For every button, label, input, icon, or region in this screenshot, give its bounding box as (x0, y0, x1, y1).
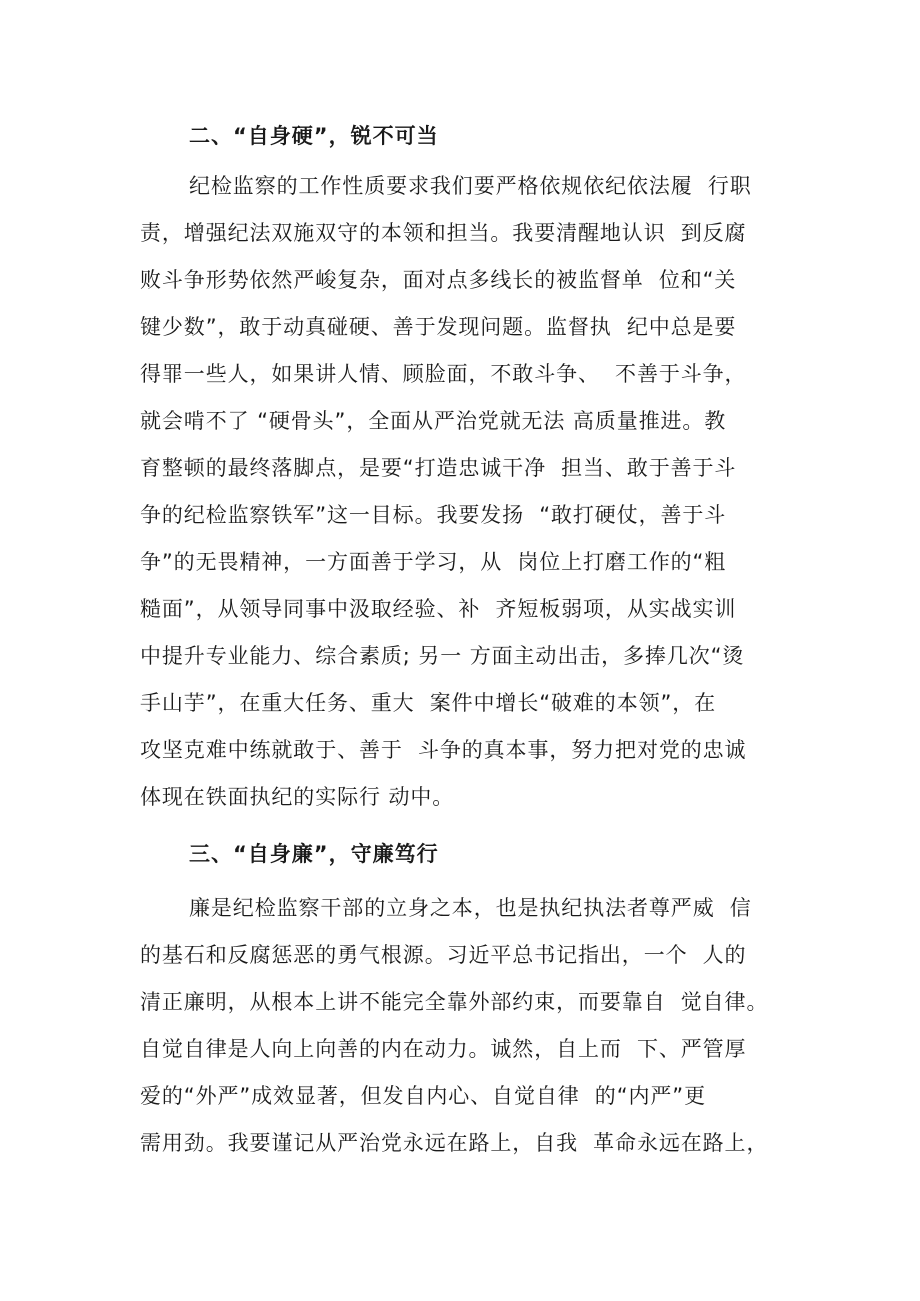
paragraph-line: 清正廉明，从根本上讲不能完全靠外部约束，而要靠自 觉自律。 (140, 990, 769, 1014)
paragraph-line: 争”的无畏精神，一方面善于学习，从 岗位上打磨工作的“粗 (140, 550, 727, 574)
paragraph-line: 就会啃不了 “硬骨头”，全面从严治党就无法 高质量推进。教 (140, 409, 727, 433)
paragraph-line: 手山芋”，在重大任务、重大 案件中增长“破难的本领”，在 (140, 691, 717, 715)
paragraph-line: 爱的“外严”成效显著，但发自内心、自觉自律 的“内严”更 (140, 1084, 706, 1108)
paragraph-line: 纪检监察的工作性质要求我们要严格依规依纪依法履 行职 (189, 174, 752, 198)
section-3-heading: 三、“自身廉”，守廉笃行 (189, 842, 439, 866)
paragraph-line: 自觉自律是人向上向善的内在动力。诚然，自上而 下、严管厚 (140, 1037, 747, 1061)
paragraph-line: 需用劲。我要谨记从严治党永远在路上，自我 革命永远在路上， (140, 1131, 769, 1155)
paragraph-line: 糙面”，从领导同事中汲取经验、补 齐短板弱项，从实战实训 (140, 597, 737, 621)
paragraph-line: 中提升专业能力、综合素质; 另一 方面主动出击，多捧几次“烫 (140, 644, 745, 668)
paragraph-line: 攻坚克难中练就敢于、善于 斗争的真本事，努力把对党的忠诚 (140, 738, 747, 762)
paragraph-line: 的基石和反腐惩恶的勇气根源。习近平总书记指出，一个 人的 (140, 943, 747, 967)
paragraph-line: 体现在铁面执纪的实际行 动中。 (140, 785, 455, 809)
paragraph-line: 责，增强纪法双施双守的本领和担当。我要清醒地认识 到反腐 (140, 221, 747, 245)
paragraph-line: 键少数”，敢于动真碰硬、善于发现问题。监督执 纪中总是要 (140, 315, 737, 339)
section-2-heading: 二、“自身硬”，锐不可当 (189, 124, 439, 148)
paragraph-line: 败斗争形势依然严峻复杂，面对点多线长的被监督单 位和“关 (140, 268, 737, 292)
paragraph-line: 育整顿的最终落脚点，是要“打造忠诚干净 担当、敢于善于斗 (140, 456, 737, 480)
paragraph-line: 得罪一些人，如果讲人情、顾脸面，不敢斗争、 不善于斗争， (140, 362, 747, 386)
paragraph-line: 廉是纪检监察干部的立身之本，也是执纪执法者尊严威 信 (189, 896, 752, 920)
paragraph-line: 争的纪检监察铁军”这一目标。我要发扬 “敢打硬仗，善于斗 (140, 503, 727, 527)
